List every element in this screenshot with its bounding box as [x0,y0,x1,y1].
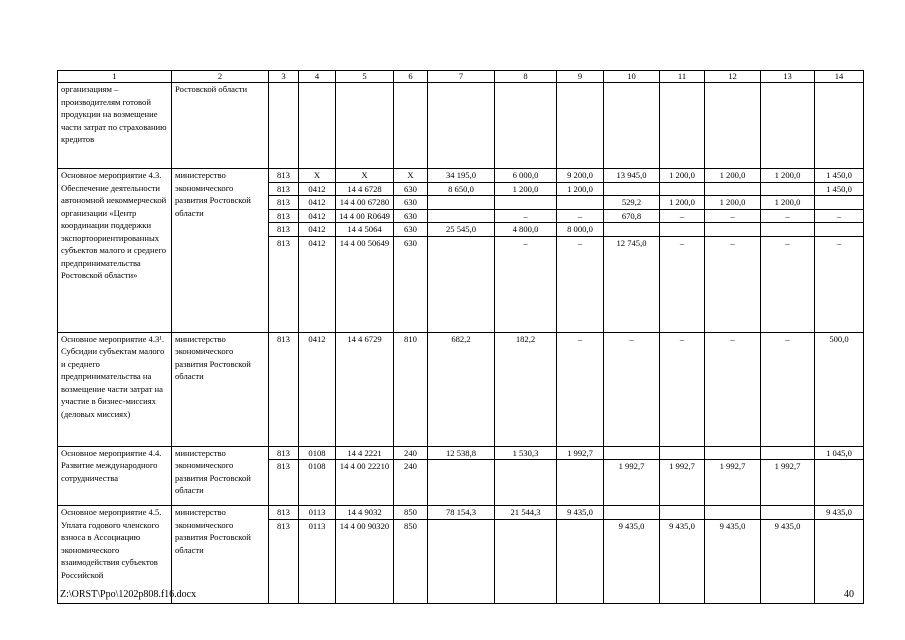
table-cell [428,236,495,332]
table-cell: 1 200,0 [660,169,705,183]
table-cell: 1 992,7 [705,460,761,506]
table-cell: 13 945,0 [604,169,660,183]
table-cell: 6 000,0 [495,169,557,183]
table-cell: 1 200,0 [495,182,557,196]
table-cell: 1 992,7 [660,460,705,506]
file-path: Z:\ORST\Ppo\1202p808.f16.docx [60,589,197,600]
measure-name: организациям – производителям готовой продукции на возмещение части затрат по страхованию кредитов [58,83,172,169]
table-cell: 240 [394,460,428,506]
column-header: 1 [58,71,172,83]
measure-name: Основное мероприятие 4.3¹. Субсидии субъектам малого и среднего предпринимательства на возмещение части затрат на участие в бизнес-миссиях (деловых миссиях) [58,332,172,446]
table-row [58,83,864,169]
table-cell: 8 650,0 [428,182,495,196]
table-cell: 14 4 00 67280 [336,196,394,210]
executor-name: министерство экономического развития Ростовской области [172,506,269,604]
column-header: 14 [815,71,864,83]
table-cell: 0412 [299,182,336,196]
table-cell: 670,8 [604,209,660,223]
table-cell: – [815,236,864,332]
table-cell [336,83,394,169]
table-cell: – [705,236,761,332]
table-cell: 0412 [299,236,336,332]
table-cell: – [761,332,815,446]
table-cell: 14 4 00 22210 [336,460,394,506]
table-cell [299,83,336,169]
table-cell: 14 4 00 R0649 [336,209,394,223]
table-cell: Х [299,169,336,183]
table-cell: 1 200,0 [557,182,604,196]
table-row [58,169,864,183]
table-cell [660,506,705,520]
column-header: 4 [299,71,336,83]
table-cell [705,446,761,460]
column-header: 6 [394,71,428,83]
table-cell: 9 435,0 [557,506,604,520]
table-cell [761,83,815,169]
table-cell: 1 450,0 [815,169,864,183]
table-cell [428,209,495,223]
table-cell: 0412 [299,209,336,223]
column-header: 9 [557,71,604,83]
table-cell: 14 4 6729 [336,332,394,446]
column-header: 12 [705,71,761,83]
table-cell: – [660,332,705,446]
table-cell: 630 [394,223,428,237]
table-cell [660,83,705,169]
table-cell [660,182,705,196]
column-header: 2 [172,71,269,83]
column-header: 11 [660,71,705,83]
table-cell: 1 200,0 [660,196,705,210]
table-cell: 12 538,8 [428,446,495,460]
table-cell: 813 [269,446,299,460]
table-cell [557,460,604,506]
table-cell: 1 992,7 [557,446,604,460]
table-cell: – [660,209,705,223]
table-cell: 1 992,7 [761,460,815,506]
table-cell: 9 435,0 [604,519,660,603]
page-number: 40 [844,589,854,600]
table-cell [761,446,815,460]
table-cell [269,83,299,169]
table-cell [761,182,815,196]
executor-name: министерство экономического развития Ростовской области [172,446,269,506]
table-cell [604,446,660,460]
table-cell [604,506,660,520]
table-cell [428,196,495,210]
table-cell: 0412 [299,332,336,446]
table-cell: 0412 [299,223,336,237]
table-cell [815,223,864,237]
table-cell: 813 [269,182,299,196]
table-cell: 34 195,0 [428,169,495,183]
table-cell: 813 [269,332,299,446]
executor-name: Ростовской области [172,83,269,169]
table-cell: 1 045,0 [815,446,864,460]
table-cell: – [705,209,761,223]
table-cell [495,519,557,603]
table-cell: 9 435,0 [705,519,761,603]
table-cell: 630 [394,209,428,223]
measure-name: Основное мероприятие 4.3. Обеспечение деятельности автономной некоммерческой организации «Центр координации поддержки экспортоориентированных субъектов малого и среднего предпринимательства Ростовской области» [58,169,172,333]
table-cell: 813 [269,236,299,332]
table-cell: – [705,332,761,446]
table-cell: – [557,332,604,446]
table-cell: 500,0 [815,332,864,446]
measure-name: Основное мероприятие 4.5. Уплата годового членского взноса в Ассоциацию экономического взаимодействия субъектов Российской [58,506,172,604]
table-cell [428,83,495,169]
table-cell [604,182,660,196]
table-cell: 1 992,7 [604,460,660,506]
table-cell [660,446,705,460]
table-cell: 182,2 [495,332,557,446]
table-cell: 12 745,0 [604,236,660,332]
table-cell: 850 [394,506,428,520]
column-header: 8 [495,71,557,83]
table-cell: 813 [269,460,299,506]
table-cell: – [495,236,557,332]
table-cell: – [495,209,557,223]
table-cell: 813 [269,506,299,520]
table-cell: 14 4 00 50649 [336,236,394,332]
table-cell: 9 200,0 [557,169,604,183]
table-cell: 14 4 6728 [336,182,394,196]
table-cell: 14 4 9032 [336,506,394,520]
executor-name: министерство экономического развития Ростовской области [172,169,269,333]
table-row [58,446,864,460]
table-cell: 4 800,0 [495,223,557,237]
table-cell: 240 [394,446,428,460]
table-cell [660,223,705,237]
table-cell: – [557,209,604,223]
table-cell: 682,2 [428,332,495,446]
table-cell: 0113 [299,519,336,603]
table-cell: 9 435,0 [761,519,815,603]
executor-name: министерство экономического развития Ростовской области [172,332,269,446]
table-cell: 0113 [299,506,336,520]
table-cell: 21 544,3 [495,506,557,520]
table-cell [495,83,557,169]
table-cell: 0108 [299,460,336,506]
table-cell [705,182,761,196]
table-cell: 1 200,0 [705,169,761,183]
table-cell [604,83,660,169]
table-cell: – [815,209,864,223]
table-cell: 9 435,0 [660,519,705,603]
table-cell [495,460,557,506]
table-cell [557,519,604,603]
column-header: 3 [269,71,299,83]
column-header: 7 [428,71,495,83]
table-cell: 1 200,0 [705,196,761,210]
table-cell: 529,2 [604,196,660,210]
table-cell: 850 [394,519,428,603]
table-cell: 78 154,3 [428,506,495,520]
table-cell: 813 [269,196,299,210]
table-cell: – [557,236,604,332]
table-cell [815,83,864,169]
table-cell: 25 545,0 [428,223,495,237]
table-cell [394,83,428,169]
table-cell [557,196,604,210]
table-cell [705,83,761,169]
table-cell [428,460,495,506]
table-cell [815,460,864,506]
budget-table [57,70,864,604]
table-cell: 813 [269,519,299,603]
table-cell [705,223,761,237]
column-header: 5 [336,71,394,83]
table-cell: 1 450,0 [815,182,864,196]
table-cell [815,196,864,210]
table-cell: Х [336,169,394,183]
table-cell: 810 [394,332,428,446]
table-cell: – [761,236,815,332]
table-cell [761,506,815,520]
table-cell [815,519,864,603]
table-cell: 1 200,0 [761,169,815,183]
header-row [58,71,864,83]
table-cell: – [660,236,705,332]
table-cell: 630 [394,196,428,210]
column-header: 13 [761,71,815,83]
table-cell: 813 [269,209,299,223]
table-cell: 630 [394,182,428,196]
table-cell: 9 435,0 [815,506,864,520]
table-cell: – [761,209,815,223]
table-cell [761,223,815,237]
table-cell [428,519,495,603]
table-cell [604,223,660,237]
table-row [58,332,864,446]
measure-name: Основное мероприятие 4.4. Развитие международного сотрудничества [58,446,172,506]
table-cell: 813 [269,223,299,237]
table-row [58,506,864,520]
table-cell: 14 4 2221 [336,446,394,460]
table-cell: 0412 [299,196,336,210]
column-header: 10 [604,71,660,83]
table-cell: 14 4 00 90320 [336,519,394,603]
table-cell [705,506,761,520]
table-cell: 14 4 5064 [336,223,394,237]
table-cell: – [604,332,660,446]
table-cell: 1 530,3 [495,446,557,460]
table-cell: 8 000,0 [557,223,604,237]
table-cell: Х [394,169,428,183]
table-cell [495,196,557,210]
table-cell: 1 200,0 [761,196,815,210]
table-cell [557,83,604,169]
table-cell: 0108 [299,446,336,460]
table-cell: 813 [269,169,299,183]
table-cell: 630 [394,236,428,332]
